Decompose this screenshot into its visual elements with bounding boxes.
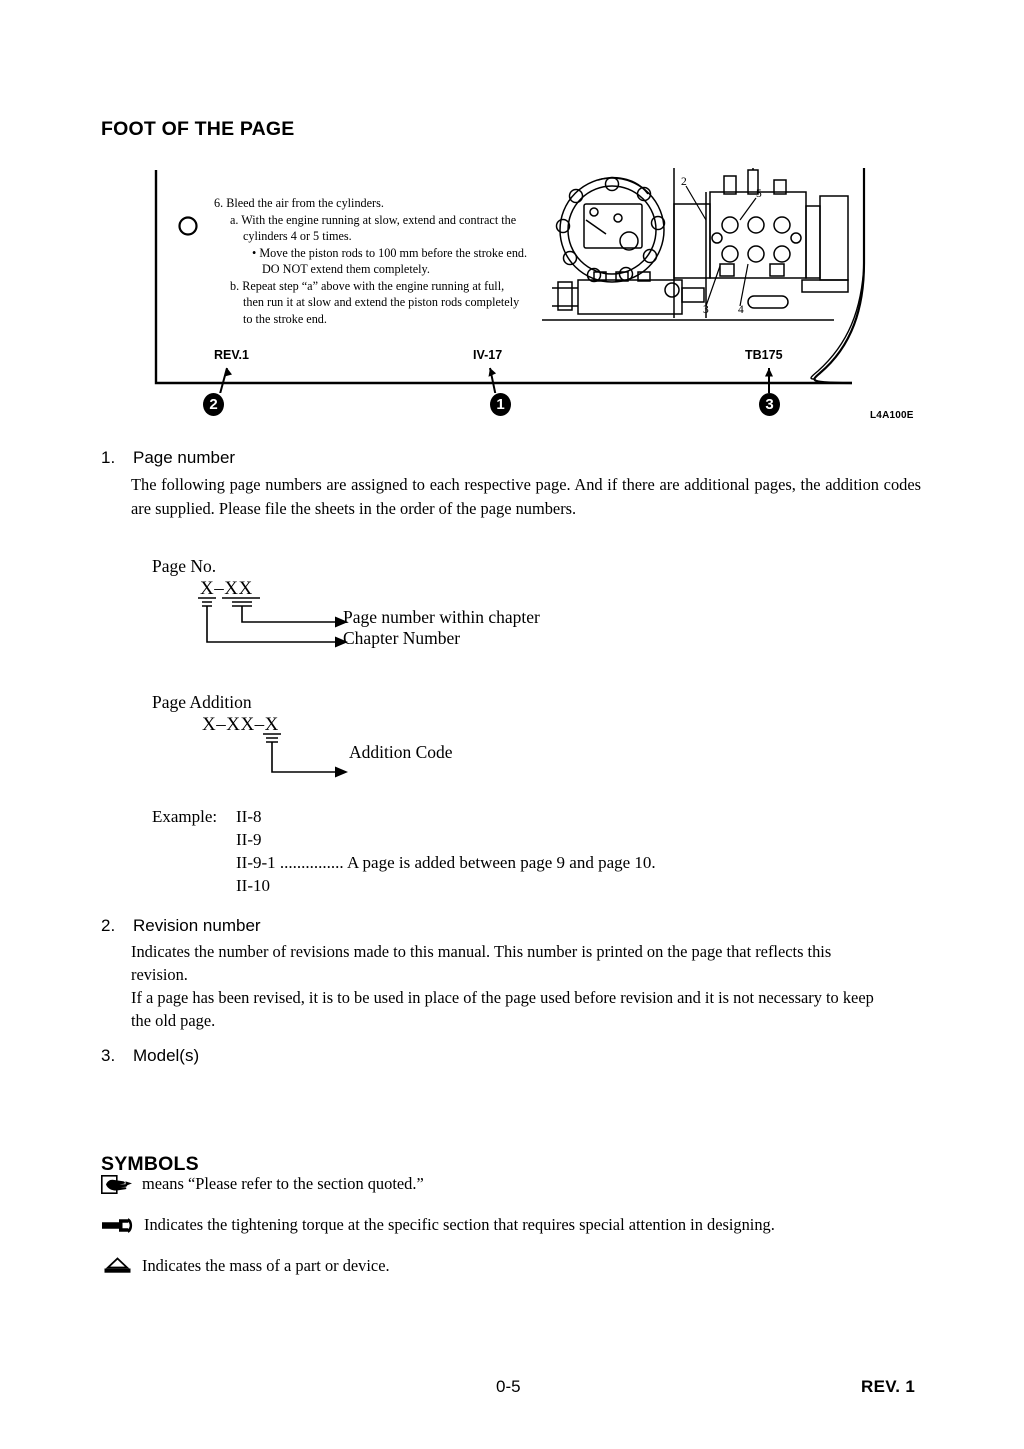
example-entry-3: II-9-1 ............... A page is added between page 9 and page 10.: [236, 853, 656, 872]
example-entry-2: II-9: [236, 830, 262, 849]
symbol-row-torque: [101, 1215, 775, 1235]
page-no-arrow-label-chapter: Chapter Number: [343, 628, 461, 648]
sample-text-line-5: DO NOT extend them completely.: [262, 262, 430, 276]
sample-text-line-4: • Move the piston rods to 100 mm before the stroke end.: [252, 246, 528, 260]
machine-callout-4: 4: [738, 304, 744, 316]
sample-page-illustration: [152, 168, 920, 383]
page-addition-heading: Page Addition: [152, 692, 252, 712]
symbol-row-refer: [101, 1174, 424, 1194]
item-2-line-3: If a page has been revised, it is to be used in place of the page used before revision and it is not necessary to keep: [131, 988, 874, 1007]
example-label: Example:: [152, 807, 218, 826]
sample-footer-page-number: IV-17: [473, 348, 503, 362]
page-title: FOOT OF THE PAGE: [101, 118, 295, 140]
machine-callout-5: 5: [756, 188, 762, 200]
item-1-title: Page number: [133, 448, 236, 467]
machine-drawing-icon: [534, 168, 864, 338]
marker-2: 2: [203, 393, 224, 416]
example-entry-1: II-8: [236, 807, 262, 826]
footer-page-number: 0-5: [496, 1377, 521, 1396]
item-1-number: 1.: [101, 448, 116, 467]
sample-text-line-7: then run it at slow and extend the piston rods completely: [243, 295, 520, 309]
item-3-number: 3.: [101, 1046, 116, 1065]
sample-text-line-1: 6. Bleed the air from the cylinders.: [214, 196, 384, 210]
sample-text-line-6: b. Repeat step “a” above with the engine running at full,: [230, 279, 505, 293]
item-2-number: 2.: [101, 916, 116, 935]
sample-text-line-8: to the stroke end.: [243, 312, 327, 326]
sample-footer-model: TB175: [745, 348, 783, 362]
example-entry-4: II-10: [236, 876, 270, 895]
page-no-code: X–XX: [200, 578, 253, 599]
item-2-title: Revision number: [133, 916, 261, 935]
sample-text-line-3: cylinders 4 or 5 times.: [243, 229, 352, 243]
pointing-hand-icon: [101, 1175, 133, 1194]
page-addition-arrow-label: Addition Code: [349, 742, 453, 762]
marker-3: 3: [759, 393, 780, 416]
wrench-icon: [101, 1217, 135, 1234]
symbol-text-refer: means “Please refer to the section quoted.”: [142, 1174, 424, 1193]
item-3-title: Model(s): [133, 1046, 200, 1065]
machine-callout-3: 3: [703, 304, 709, 316]
mass-hook-icon: [103, 1257, 133, 1275]
illustration-code: L4A100E: [870, 410, 914, 421]
item-2-line-4: the old page.: [131, 1011, 216, 1030]
symbols-title: SYMBOLS: [101, 1153, 199, 1175]
sample-footer-revision: REV.1: [214, 348, 249, 362]
page-no-arrow-label-within-chapter: Page number within chapter: [343, 607, 540, 627]
symbol-text-mass: Indicates the mass of a part or device.: [142, 1256, 390, 1275]
item-2-line-2: revision.: [131, 965, 188, 984]
item-1-paragraph: The following page numbers are assigned to each respective page. And if there are additional pages, the addition codes are supplied. Please file the sheets in the order of the page numbers.: [131, 475, 921, 518]
symbol-row-mass: [103, 1256, 390, 1276]
page-no-heading: Page No.: [152, 556, 217, 576]
page-addition-code: X–XX–X: [202, 714, 279, 735]
footer-revision: REV. 1: [861, 1377, 916, 1396]
symbol-text-torque: Indicates the tightening torque at the specific section that requires special attention in designing.: [144, 1215, 775, 1234]
marker-1: 1: [490, 393, 511, 416]
item-2-line-1: Indicates the number of revisions made to this manual. This number is printed on the page that reflects this: [131, 942, 832, 961]
sample-text-line-2: a. With the engine running at slow, extend and contract the: [230, 213, 517, 227]
machine-callout-2: 2: [681, 176, 687, 188]
